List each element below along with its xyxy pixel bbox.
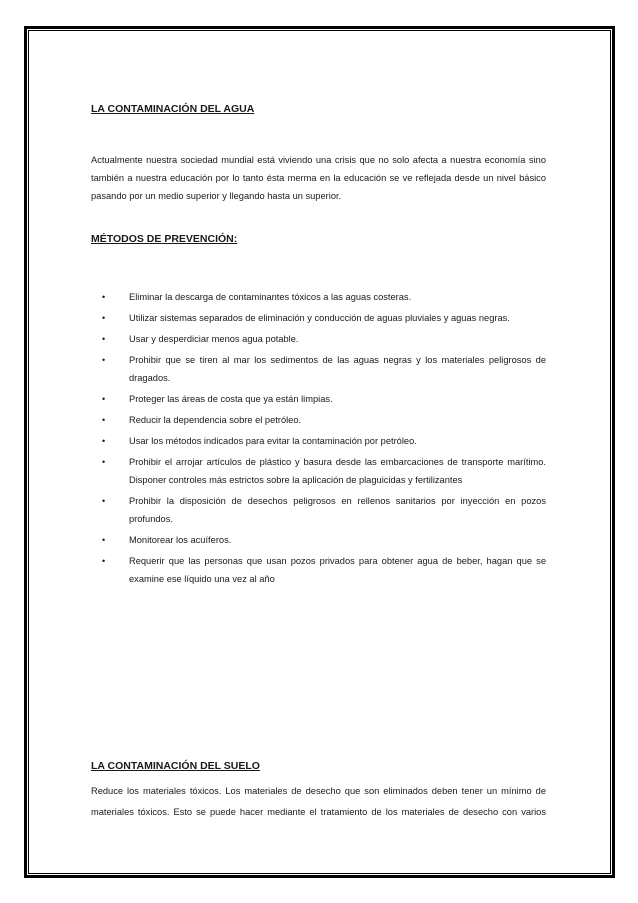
bullet-icon: • (102, 535, 106, 545)
list-item-text: Reducir la dependencia sobre el petróleo. (129, 415, 302, 425)
bullet-icon: • (102, 556, 106, 566)
bullet-icon: • (102, 415, 106, 425)
bullet-icon: • (102, 436, 106, 446)
soil-intro-paragraph: Reduce los materiales tóxicos. Los materiales de desecho que son eliminados deben tener un mínimo de materiales tóxicos. Esto se puede hacer mediante el tratamiento de los materiales de desecho con varios (91, 786, 546, 817)
bullet-icon: • (102, 355, 106, 365)
bullet-icon: • (102, 394, 106, 404)
list-item (91, 351, 546, 387)
list-item-text: Usar los métodos indicados para evitar la contaminación por petróleo. (129, 436, 417, 446)
list-item (91, 288, 546, 306)
list-item (91, 390, 546, 408)
list-item-text: Requerir que las personas que usan pozos privados para obtener agua de beber, hagan que se examine ese líquido una vez al año (129, 556, 546, 584)
water-intro-paragraph: Actualmente nuestra sociedad mundial está viviendo una crisis que no solo afecta a nuestra economía sino también a nuestra educación por lo tanto ésta merma en la educación se ve reflejada desde un nivel básico pasando por un medio superior y llegando hasta un superior. (91, 155, 546, 201)
list-item-text: Eliminar la descarga de contaminantes tóxicos a las aguas costeras. (129, 292, 412, 302)
soil-section-title: LA CONTAMINACIÓN DEL SUELO (91, 760, 260, 772)
list-item-text: Monitorear los acuíferos. (129, 535, 232, 545)
list-item (91, 492, 546, 528)
prevention-list (91, 288, 546, 591)
list-item (91, 453, 546, 489)
list-item (91, 552, 546, 588)
bullet-icon: • (102, 292, 106, 302)
list-item (91, 432, 546, 450)
bullet-icon: • (102, 313, 106, 323)
list-item-text: Utilizar sistemas separados de eliminación y conducción de aguas pluviales y aguas negras. (129, 313, 510, 323)
list-item (91, 309, 546, 327)
list-item (91, 531, 546, 549)
list-item-text: Prohibir el arrojar artículos de plástico y basura desde las embarcaciones de transporte marítimo. Disponer controles más estrictos sobre la aplicación de plaguicidas y fertilizantes (129, 457, 546, 485)
list-item (91, 411, 546, 429)
bullet-icon: • (102, 496, 106, 506)
list-item-text: Prohibir la disposición de desechos peligrosos en rellenos sanitarios por inyección en pozos profundos. (129, 496, 546, 524)
list-item-text: Prohibir que se tiren al mar los sedimentos de las aguas negras y los materiales peligrosos de dragados. (129, 355, 546, 383)
bullet-icon: • (102, 334, 106, 344)
bullet-icon: • (102, 457, 106, 467)
list-item (91, 330, 546, 348)
list-item-text: Usar y desperdiciar menos agua potable. (129, 334, 299, 344)
list-item-text: Proteger las áreas de costa que ya están limpias. (129, 394, 333, 404)
prevention-title: MÉTODOS DE PREVENCIÓN: (91, 233, 238, 245)
water-section-title: LA CONTAMINACIÓN DEL AGUA (91, 103, 255, 115)
